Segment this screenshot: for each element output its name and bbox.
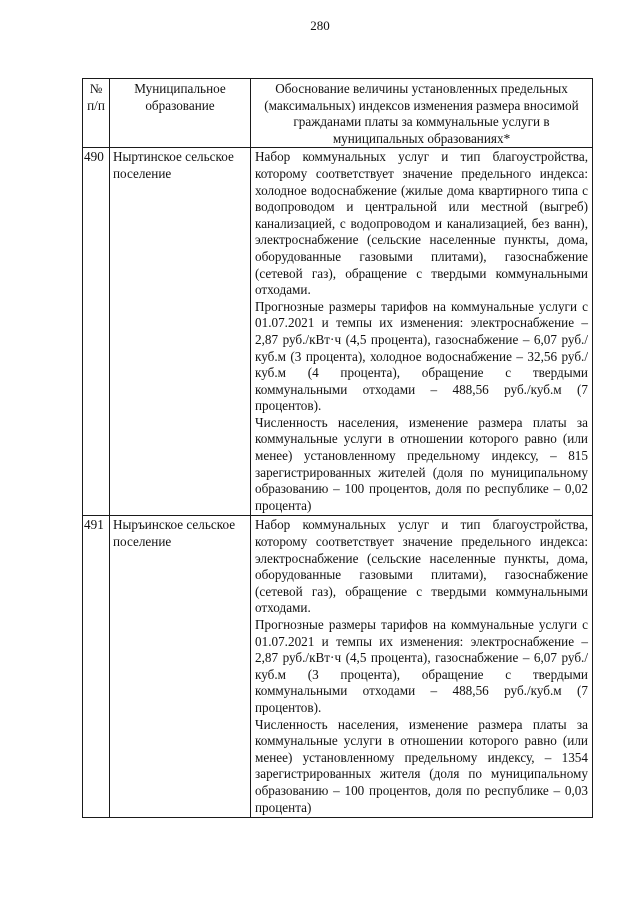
tariff-forecast-paragraph: Прогнозные размеры тарифов на коммунальные услуги с 01.07.2021 и темпы их изменения: электроснабжение – 2,87 руб./кВт·ч (4,5 процента), газоснабжение – 6,07 руб./куб.м (3 процента), холодное водоснабжение – 32,56 руб./куб.м (4 процента), обращение с твердыми коммунальными отходами – 488,56 руб./куб.м (7 процентов). [255, 298, 588, 414]
row-justification [251, 516, 593, 818]
service-set-paragraph: Набор коммунальных услуг и тип благоустройства, которому соответствует значение предельного индекса: холодное водоснабжение (жилые дома квартирного типа с водопроводом и центральной или местной (выгреб) канализацией, с водопроводом и канализацией, без ванн), электроснабжение (сельские населенные пункты, дома, оборудованные газовыми плитами), газоснабжение (сетевой газ), обращение с твердыми коммунальными отходами. [255, 149, 588, 298]
tariff-forecast-paragraph: Прогнозные размеры тарифов на коммунальные услуги с 01.07.2021 и темпы их изменения: электроснабжение – 2,87 руб./кВт·ч (4,5 процента), газоснабжение – 6,07 руб./куб.м (3 процента), обращение с твердыми коммунальными отходами – 488,56 руб./куб.м (7 процентов). [255, 617, 588, 715]
row-justification [251, 148, 593, 516]
header-justification: Обоснование величины установленных предельных (максимальных) индексов изменения размера вносимой гражданами платы за коммунальные услуги в муниципальных образованиях* [251, 79, 593, 148]
service-set-paragraph: Набор коммунальных услуг и тип благоустройства, которому соответствует значение предельного индекса: электроснабжение (сельские населенные пункты, дома, оборудованные газовыми плитами), газоснабжение (сетевой газ), обращение с твердыми коммунальными отходами. [255, 517, 588, 616]
header-municipality: Муниципальное образование [110, 79, 251, 148]
row-number: 490 [83, 148, 110, 516]
header-number: № п/п [83, 79, 110, 148]
row-municipality: Ныртинское сельское поселение [110, 148, 251, 516]
table-row [83, 148, 593, 516]
population-paragraph: Численность населения, изменение размера платы за коммунальные услуги в отношении которого равно (или менее) установленному предельному индексу, – 1354 зарегистрированных жителя (доля по муниципальному образованию – 100 процентов, доля по республике – 0,03 процента) [255, 716, 588, 815]
row-municipality: Ныръинское сельское поселение [110, 516, 251, 818]
row-number: 491 [83, 516, 110, 818]
page-number: 280 [310, 18, 330, 33]
table-row [83, 516, 593, 818]
population-paragraph: Численность населения, изменение размера платы за коммунальные услуги в отношении которого равно (или менее) установленному предельному индексу, – 815 зарегистрированных жителей (доля по муниципальному образованию – 100 процентов, доля по республике – 0,02 процента) [255, 414, 588, 513]
tariff-justification-table [82, 78, 593, 818]
table-header-row [83, 79, 593, 148]
